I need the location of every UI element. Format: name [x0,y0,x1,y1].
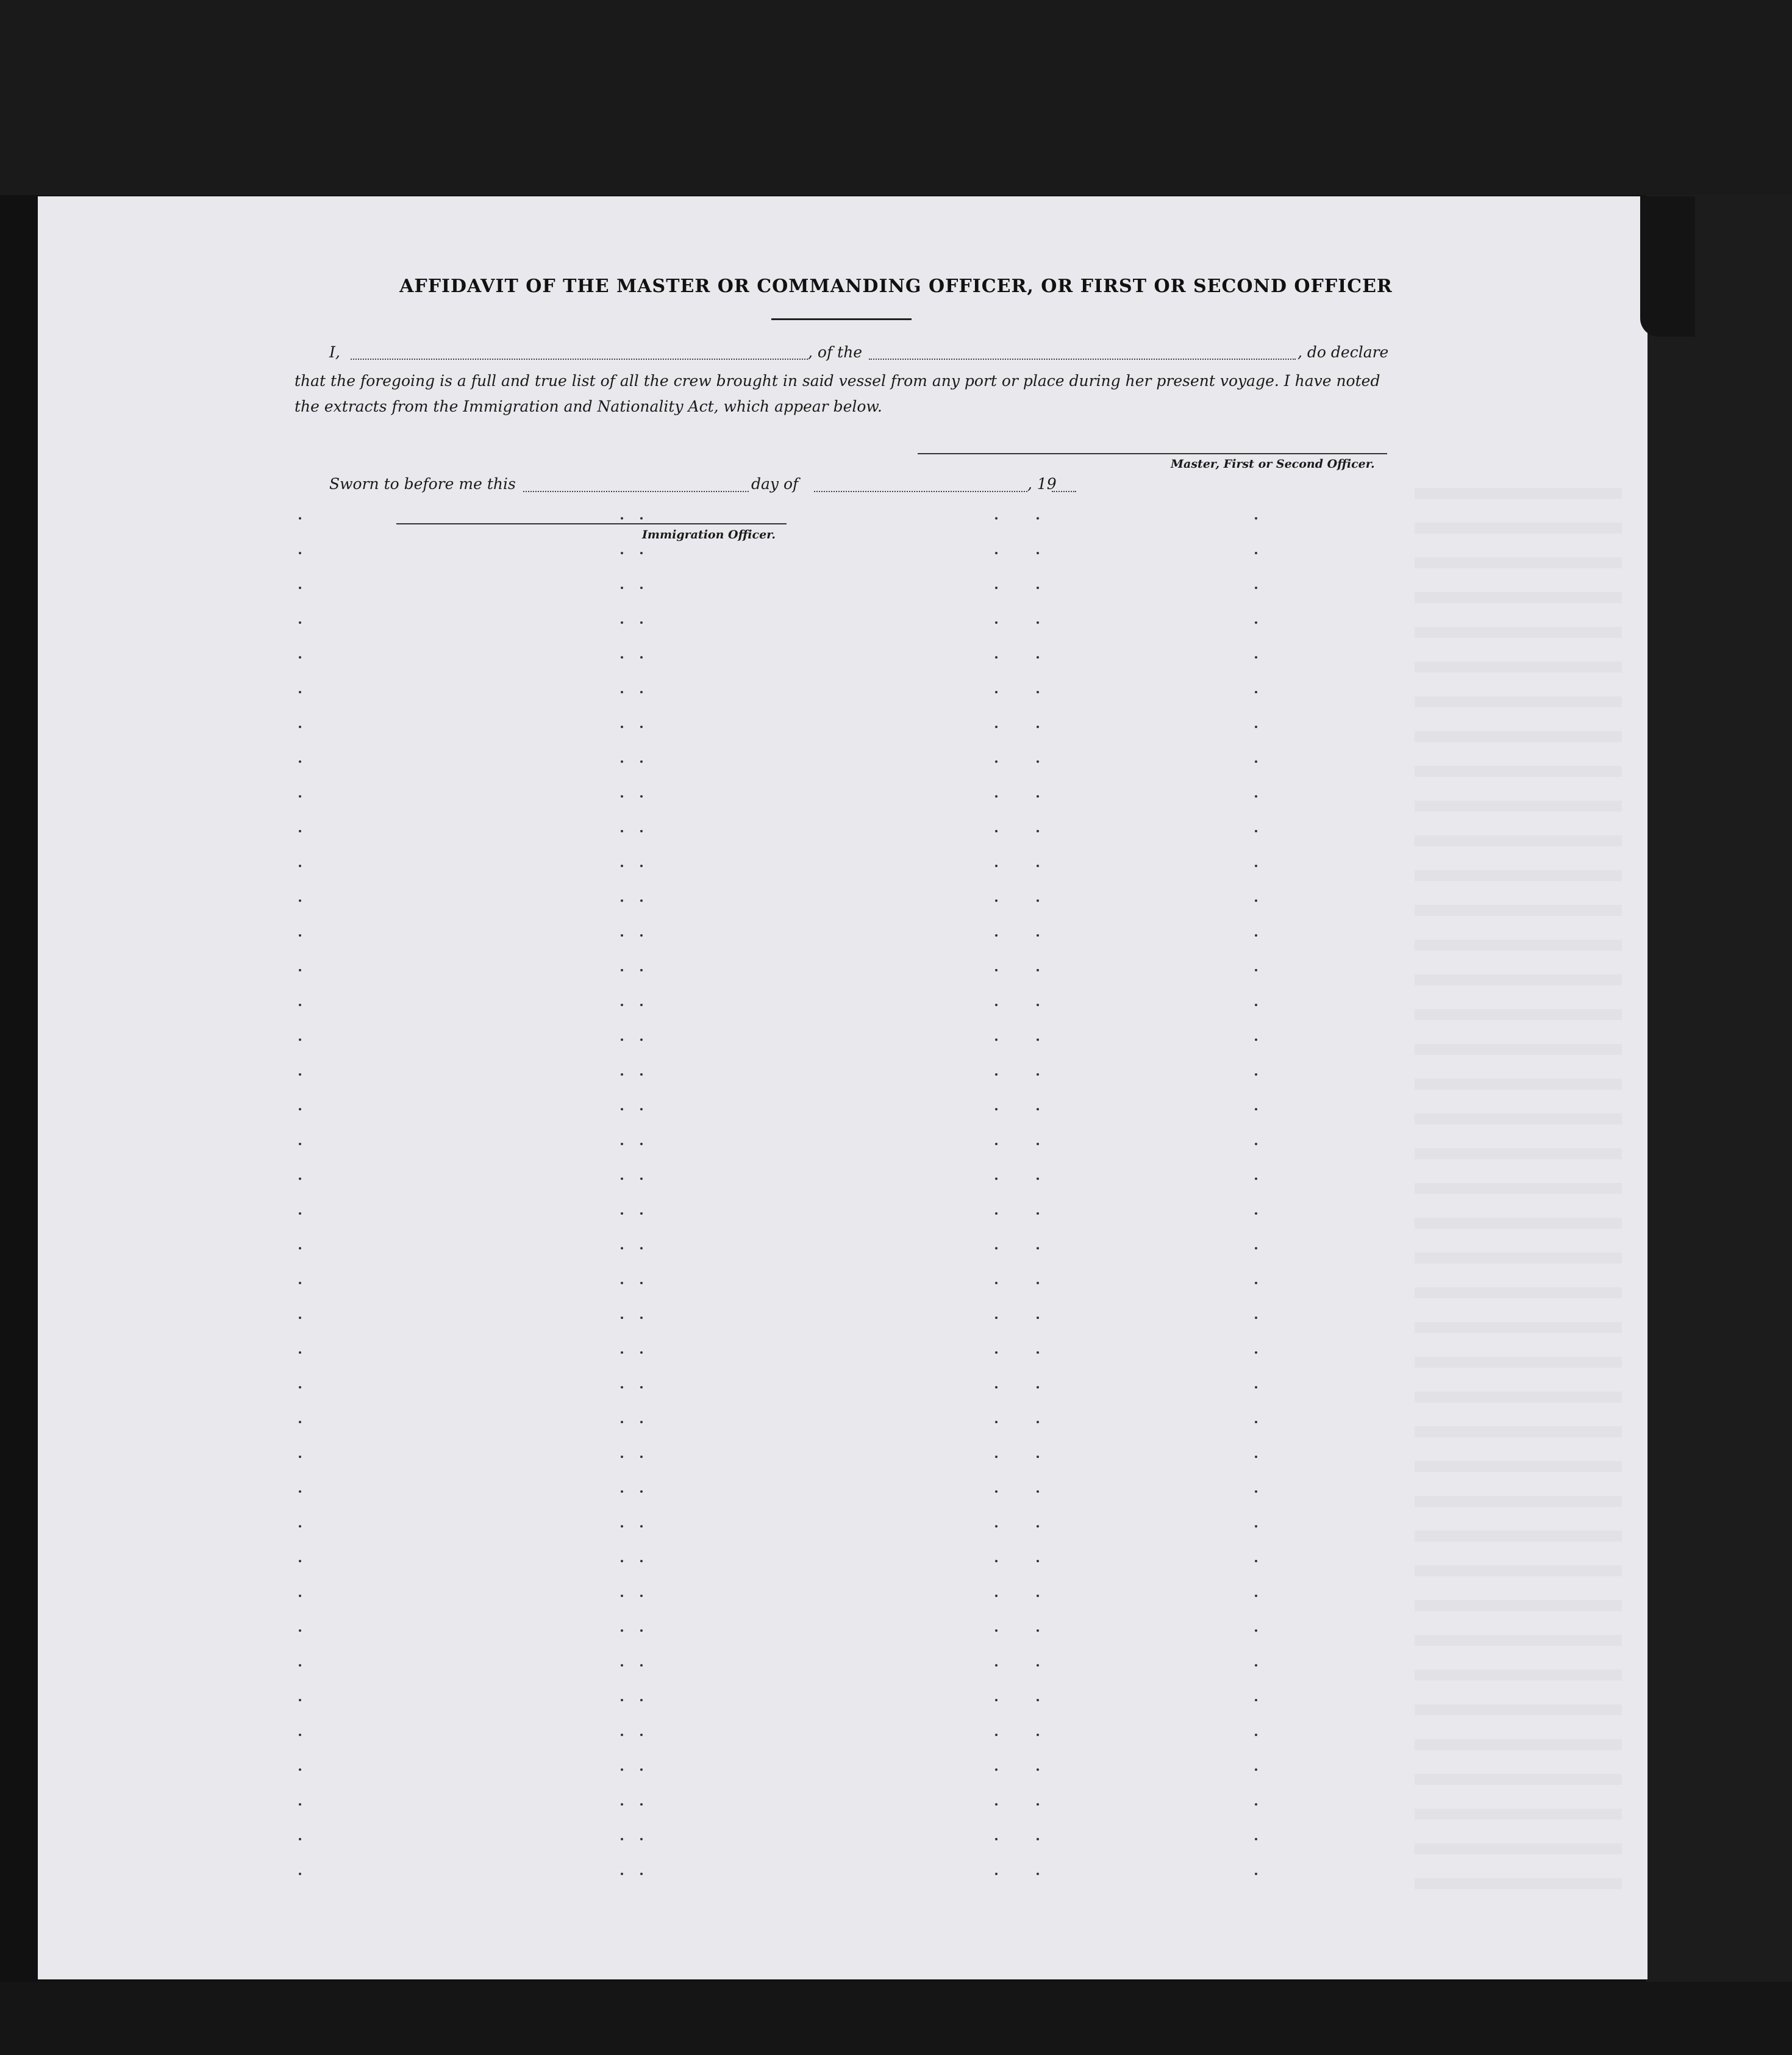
scan-dot [1255,1803,1257,1806]
scan-dot [1255,621,1257,624]
torn-corner [1640,196,1695,337]
scan-border-top [0,0,1792,195]
scan-dot [995,587,998,589]
scan-dot [1037,795,1039,798]
scan-dot [299,1421,301,1423]
scan-dot [1037,969,1039,971]
scan-dot [1255,1421,1257,1423]
scan-dot [995,1838,998,1840]
scan-dot [621,1073,623,1076]
scan-dot [995,1664,998,1667]
scan-dot [995,1803,998,1806]
scan-dot [640,1803,643,1806]
scan-dot [299,1699,301,1701]
scan-dot [621,1421,623,1423]
scan-dot [299,1351,301,1354]
scan-dot [299,1525,301,1528]
scan-dot [995,1212,998,1215]
scan-dot [621,1838,623,1840]
scan-dot [1255,1838,1257,1840]
scan-dot [299,552,301,554]
scan-dot [640,1247,643,1249]
scan-dot [621,1595,623,1597]
scan-dot [1255,1004,1257,1006]
scan-dot [299,1178,301,1180]
scan-dot [1037,1212,1039,1215]
scan-dot [299,760,301,763]
scan-dot [1255,795,1257,798]
declaration-line-2: that the foregoing is a full and true list of all the crew brought in said vessel from any port or place during her present voyage. I have noted [295,372,1380,390]
scan-dot [1037,1143,1039,1145]
scan-dot [299,1803,301,1806]
scan-dot [1255,1178,1257,1180]
scan-dot [640,830,643,832]
scan-dot [995,1768,998,1771]
scan-dot [621,1873,623,1875]
scan-dot [995,1317,998,1319]
scan-dot [995,969,998,971]
scan-dot [621,1247,623,1249]
scan-dot [995,552,998,554]
scan-dot [1255,1595,1257,1597]
scan-dot [621,1386,623,1388]
declaration-of-the-label: , of the [808,343,863,361]
title-underline [771,318,912,320]
scan-dot [299,726,301,728]
sworn-day-blank [523,491,749,492]
scan-dot [1037,760,1039,763]
scan-dot [640,1768,643,1771]
scan-dot [621,1038,623,1041]
scan-dot [621,1456,623,1458]
scan-dot [995,1004,998,1006]
scan-dot [1255,656,1257,659]
declaration-line-3: the extracts from the Immigration and Nationality Act, which appear below. [295,398,882,415]
scan-dot [995,1178,998,1180]
scan-dot [1255,1629,1257,1632]
scan-dot [299,621,301,624]
scan-dot [299,1004,301,1006]
affidavit-title: AFFIDAVIT OF THE MASTER OR COMMANDING OFFICER, OR FIRST OR SECOND OFFICER [399,276,1393,297]
scan-dot [640,1038,643,1041]
scan-dot [1255,1560,1257,1562]
scan-dot [1037,1838,1039,1840]
scan-dot [995,1386,998,1388]
scan-dot [299,1317,301,1319]
scan-dot [1037,865,1039,867]
master-signature-caption: Master, First or Second Officer. [1171,457,1375,471]
scan-dot [995,1038,998,1041]
scan-dot [299,1212,301,1215]
scan-dot [1255,1525,1257,1528]
scan-dot [640,1143,643,1145]
sworn-year-blank [1052,491,1076,492]
scan-dot [1255,517,1257,520]
scan-dot [995,1247,998,1249]
sworn-prefix: Sworn to before me this [329,475,516,493]
scan-dot [1037,1629,1039,1632]
bleed-through-shadow [1415,488,1622,1890]
scan-dot [995,795,998,798]
scan-dot [1037,1351,1039,1354]
scan-dot [621,587,623,589]
scan-dot [640,865,643,867]
vessel-blank [869,359,1296,360]
scan-dot [995,621,998,624]
scan-dot [299,1734,301,1736]
scan-dot [640,517,643,520]
officer-signature-caption: Immigration Officer. [642,528,776,541]
scan-dot [1037,1178,1039,1180]
scan-dot [621,1803,623,1806]
scan-dot [299,1595,301,1597]
scan-dot [1255,969,1257,971]
scan-dot [1255,1108,1257,1110]
scan-dot [299,691,301,693]
scan-dot [1255,934,1257,937]
scan-dot [995,830,998,832]
scan-dot [299,865,301,867]
scan-dot [1037,552,1039,554]
scan-dot [299,899,301,902]
scan-dot [621,656,623,659]
scan-dot [621,1734,623,1736]
scan-dot [1037,1421,1039,1423]
scan-dot [995,1351,998,1354]
scan-dot [621,1212,623,1215]
scan-dot [299,1629,301,1632]
scan-dot [621,691,623,693]
scan-dot [299,1838,301,1840]
scan-dot [640,1351,643,1354]
scan-dot [299,1108,301,1110]
scan-dot [995,1595,998,1597]
scan-dot [1255,1386,1257,1388]
scan-dot [1255,899,1257,902]
scan-dot [621,1317,623,1319]
scan-dot [299,1560,301,1562]
scan-dot [1255,1734,1257,1736]
scan-dot [621,1143,623,1145]
scan-dot [995,865,998,867]
scan-dot [995,1282,998,1284]
scan-dot [640,1490,643,1493]
scan-dot [640,1108,643,1110]
scan-dot [640,1282,643,1284]
scan-dot [995,934,998,937]
scan-dot [1037,517,1039,520]
scan-dot [995,1456,998,1458]
scan-dot [1255,1490,1257,1493]
scan-dot [1255,691,1257,693]
scan-dot [995,760,998,763]
scan-dot [1037,1386,1039,1388]
scan-dot [995,1629,998,1632]
scan-dot [640,691,643,693]
scan-dot [621,1282,623,1284]
scan-dot [1037,1873,1039,1875]
scan-dot [640,1456,643,1458]
scan-dot [640,795,643,798]
document-page [38,196,1647,1979]
scan-dot [1255,1351,1257,1354]
scan-dot [995,1734,998,1736]
scan-dot [640,969,643,971]
scan-dot [621,517,623,520]
scan-dot [621,830,623,832]
scan-dot [299,1386,301,1388]
scan-dot [621,1699,623,1701]
scan-dot [1037,1456,1039,1458]
scan-dot [995,1073,998,1076]
scan-dot [299,1490,301,1493]
scan-dot [621,899,623,902]
scan-dot [1037,726,1039,728]
scan-dot [640,1664,643,1667]
scan-dot [1255,1456,1257,1458]
scan-dot [1037,1108,1039,1110]
scan-dot [640,621,643,624]
scan-dot [640,1734,643,1736]
scan-dot [1037,1699,1039,1701]
scan-dot [299,656,301,659]
scan-dot [1255,1873,1257,1875]
scan-dot [640,1595,643,1597]
scan-dot [621,1664,623,1667]
scan-dot [299,1247,301,1249]
scan-dot [299,1664,301,1667]
scan-dot [640,1873,643,1875]
scan-dot [621,621,623,624]
scan-dot [1255,865,1257,867]
scan-dot [1037,1560,1039,1562]
scan-dot [1037,1803,1039,1806]
scan-dot [640,656,643,659]
scan-dot [640,1386,643,1388]
scan-dot [640,1421,643,1423]
scan-dot [1037,1595,1039,1597]
scan-dot [1255,830,1257,832]
scan-dot [1037,587,1039,589]
scan-dot [640,1317,643,1319]
scan-dot [1037,691,1039,693]
scan-dot [299,1768,301,1771]
master-signature-line [918,453,1387,454]
scan-dot [1037,830,1039,832]
scan-dot [640,726,643,728]
scan-dot [621,1178,623,1180]
scan-dot [995,517,998,520]
scan-dot [1255,1247,1257,1249]
scan-dot [995,691,998,693]
scan-dot [995,1108,998,1110]
scan-dot [299,1073,301,1076]
officer-signature-line [396,523,787,524]
scan-dot [1037,1073,1039,1076]
scan-dot [299,1038,301,1041]
scan-dot [640,760,643,763]
scan-dot [995,899,998,902]
scan-dot [1037,1768,1039,1771]
scan-dot [995,656,998,659]
scan-dot [640,899,643,902]
scan-dot [1255,1073,1257,1076]
scan-dot [299,587,301,589]
scan-dot [640,1629,643,1632]
scan-dot [640,1212,643,1215]
scan-dot [621,795,623,798]
scan-dot [640,1178,643,1180]
sworn-year-prefix: , 19 [1027,475,1057,493]
scan-dot [1255,1317,1257,1319]
scan-dot [1037,1004,1039,1006]
scan-dot [995,1525,998,1528]
scan-dot [621,1629,623,1632]
scan-dot [299,1456,301,1458]
scan-dot [1255,552,1257,554]
scan-dot [995,1873,998,1875]
scan-dot [621,1490,623,1493]
scan-dot [640,552,643,554]
scan-dot [1255,726,1257,728]
scan-dot [1255,1699,1257,1701]
scan-dot [621,1004,623,1006]
scan-dot [621,1108,623,1110]
scan-dot [299,1873,301,1875]
scan-dot [621,760,623,763]
sworn-month-blank [814,491,1027,492]
scan-dot [640,934,643,937]
scan-dot [299,969,301,971]
scan-dot [995,1421,998,1423]
scan-dot [1037,1490,1039,1493]
scan-dot [1255,1143,1257,1145]
scan-dot [299,934,301,937]
scan-dot [1037,1038,1039,1041]
scan-dot [621,1768,623,1771]
scan-dot [995,726,998,728]
scan-dot [1255,1282,1257,1284]
scan-dot [995,1560,998,1562]
declaration-do-declare-label: , do declare [1298,343,1389,361]
scan-dot [1037,1664,1039,1667]
scan-dot [299,830,301,832]
scan-dot [1255,1768,1257,1771]
scan-dot [995,1699,998,1701]
scan-dot [1255,1038,1257,1041]
scan-dot [299,795,301,798]
scan-dot [640,1560,643,1562]
scan-dot [621,1560,623,1562]
scan-dot [1037,1317,1039,1319]
scan-border-bottom [0,1982,1792,2055]
scan-dot [1255,1664,1257,1667]
scan-dot [640,1699,643,1701]
scan-dot [621,865,623,867]
scan-dot [621,552,623,554]
scan-dot [640,587,643,589]
scan-dot [995,1143,998,1145]
scan-dot [299,1143,301,1145]
scan-dot [299,517,301,520]
sworn-day-of: day of [751,475,799,493]
scan-dot [1037,1525,1039,1528]
scan-dot [1037,621,1039,624]
scan-dot [1255,760,1257,763]
scan-dot [1037,1734,1039,1736]
scan-dot [1255,1212,1257,1215]
scan-border-right [1646,195,1792,2055]
scan-dot [640,1004,643,1006]
scan-dot [621,726,623,728]
scan-dot [640,1525,643,1528]
declaration-i-label: I, [329,343,340,361]
scan-dot [640,1073,643,1076]
scan-dot [1037,656,1039,659]
scan-dot [1037,899,1039,902]
scan-dot [1037,1282,1039,1284]
name-blank [351,359,808,360]
scan-dot [621,969,623,971]
scan-dot [640,1838,643,1840]
scan-dot [621,1351,623,1354]
scan-dot [299,1282,301,1284]
scan-dot [621,934,623,937]
scan-dot [1255,587,1257,589]
scan-dot [621,1525,623,1528]
scan-dot [1037,1247,1039,1249]
scan-dot [995,1490,998,1493]
scan-dot [1037,934,1039,937]
